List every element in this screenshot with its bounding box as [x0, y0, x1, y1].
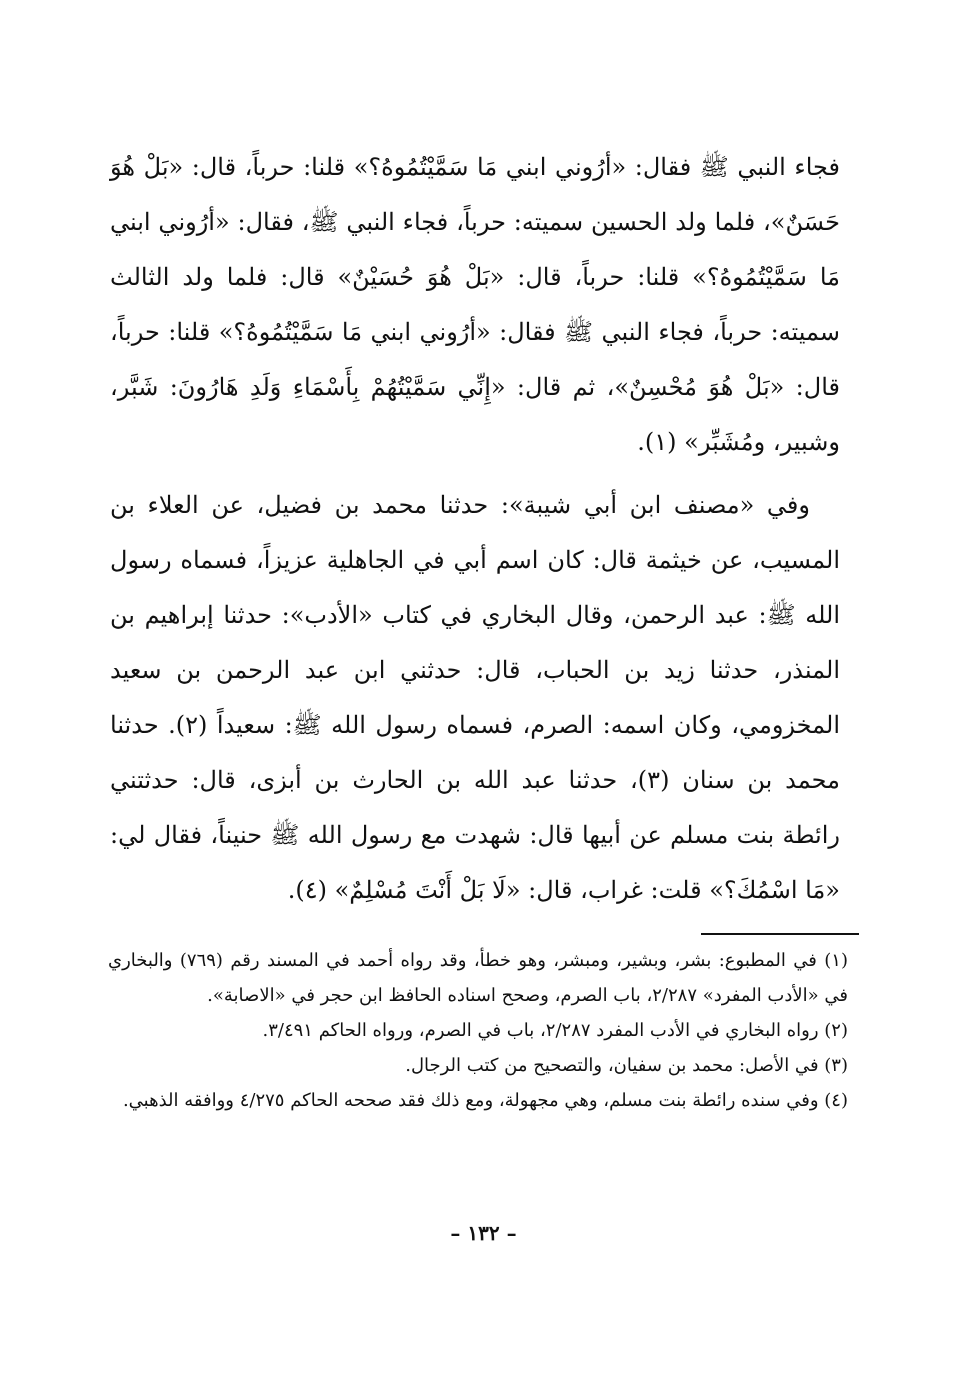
- footnote-1: (١) في المطبوع: بشر، وبشير، ومبشر، وهو خطأ، وقد رواه أحمد في المسند رقم (٧٦٩) والبخاري في «الأدب المفرد» ٢/٢٨٧، باب الصرم، وصحح اسناده الحافظ ابن حجر في «الاصابة».: [108, 950, 848, 1006]
- body-paragraph-2: وفي «مصنف ابن أبي شيبة»: حدثنا محمد بن فضيل، عن العلاء بن المسيب، عن خيثمة قال: كان اسم أبي في الجاهلية عزيزاً، فسماه رسول الله ﷺ: عبد الرحمن، وقال البخاري في كتاب «الأدب»: حدثنا إبراهيم بن المنذر، حدثنا زيد بن الحباب، قال: حدثني ابن عبد الرحمن بن سعيد المخزومي، وكان اسمه: الصرم، فسماه رسول الله ﷺ: سعيداً (٢). حدثنا محمد بن سنان (٣)، حدثنا عبد الله بن الحارث بن أبزى، قال: حدثتني رائطة بنت مسلم عن أبيها قال: شهدت مع رسول الله ﷺ حنيناً، فقال لي: «مَا اسْمُكَ؟» قلت: غراب، قال: «لَا بَلْ أَنْتَ مُسْلِمٌ» (٤).: [110, 491, 840, 904]
- footnote-3: (٣) في الأصل: محمد بن سفيان، والتصحيح من كتب الرجال.: [405, 1055, 848, 1076]
- body-paragraph-1: فجاء النبي ﷺ فقال: «أرُوني ابني مَا سَمَّيْتُمُوهُ؟» قلنا: حرباً، قال: «بَلْ هُوَ حَسَنٌ»، فلما ولد الحسين سميته: حرباً، فجاء النبي ﷺ، فقال: «أرُوني ابني مَا سَمَّيْتُمُوهُ؟» قلنا: حرباً، قال: «بَلْ هُوَ حُسَيْنٌ» قال: فلما ولد الثالث سميته: حرباً، فجاء النبي ﷺ فقال: «أرُوني ابني مَا سَمَّيْتُمُوهُ؟» قلنا: حرباً، قال: «بَلْ هُوَ مُحْسِنٌ»، ثم قال: «إِنِّي سَمَّيْتُهُمْ بِأَسْمَاءِ وَلَدِ هَارُونَ: شَبَّر، وشبير، ومُشَبِّر» (١).: [110, 153, 840, 456]
- footnote-separator: [701, 933, 859, 935]
- footnotes: [108, 943, 848, 1118]
- footnote-2: (٢) رواه البخاري في الأدب المفرد ٢/٢٨٧، باب في الصرم، ورواه الحاكم ٣/٤٩١.: [262, 1020, 848, 1041]
- page-number: – ١٣٢ –: [450, 1221, 517, 1245]
- main-text: [110, 140, 840, 918]
- footnote-4: (٤) وفي سنده رائطة بنت مسلم، وهي مجهولة، ومع ذلك فقد صححه الحاكم ٤/٢٧٥ ووافقه الذهبي.: [122, 1090, 848, 1111]
